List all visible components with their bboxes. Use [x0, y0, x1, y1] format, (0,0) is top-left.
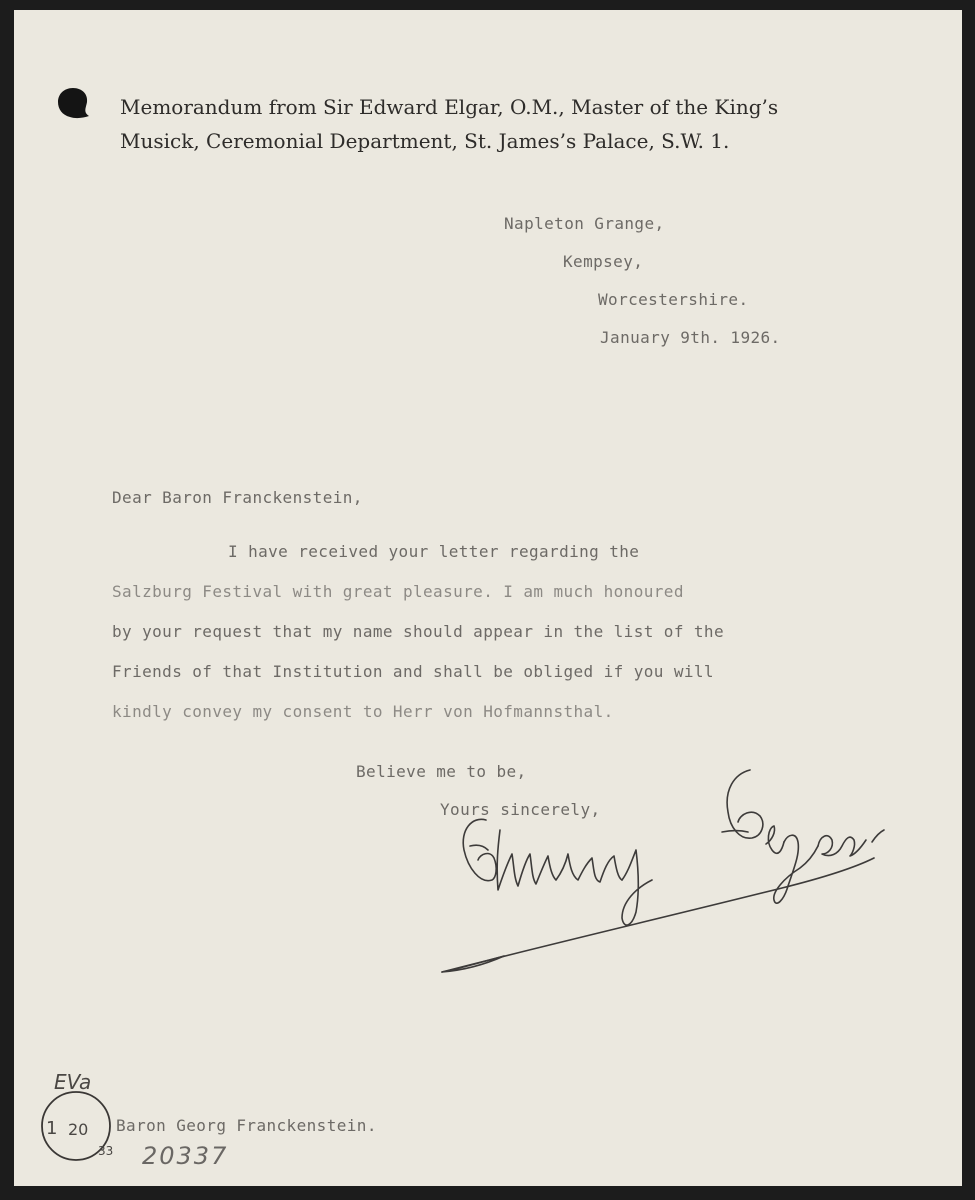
closing-line-2: Yours sincerely,	[440, 800, 601, 819]
letterhead-line-1: Memorandum from Sir Edward Elgar, O.M., Master of the King’s	[120, 95, 779, 119]
archive-shelfmark: EVa	[54, 1070, 92, 1094]
letterhead-line-2: Musick, Ceremonial Department, St. James’s Palace, S.W. 1.	[120, 129, 730, 153]
body-line-4: Friends of that Institution and shall be obliged if you will	[112, 662, 714, 681]
letterhead	[120, 90, 920, 158]
body-line-1: I have received your letter regarding the	[228, 542, 640, 561]
salutation: Dear Baron Franckenstein,	[112, 488, 363, 507]
body-line-3: by your request that my name should appear in the list of the	[112, 622, 725, 641]
address-line-2: Kempsey,	[563, 252, 644, 271]
seal-emblem	[56, 86, 90, 120]
letter-page	[14, 10, 962, 1186]
body-line-2: Salzburg Festival with great pleasure. I am much honoured	[112, 582, 684, 601]
closing-line-1: Believe me to be,	[356, 762, 527, 781]
letter-date: January 9th. 1926.	[600, 328, 781, 347]
archive-number: 20337	[142, 1142, 229, 1170]
address-line-1: Napleton Grange,	[504, 214, 665, 233]
handwritten-signature	[422, 750, 892, 980]
address-line-3: Worcestershire.	[598, 290, 749, 309]
archive-subnumber: 33	[98, 1144, 114, 1158]
archive-circled-number: 20	[68, 1120, 89, 1139]
archive-prefix: 1	[46, 1118, 58, 1139]
recipient-line: Baron Georg Franckenstein.	[116, 1116, 377, 1135]
body-line-5: kindly convey my consent to Herr von Hofmannsthal.	[112, 702, 614, 721]
